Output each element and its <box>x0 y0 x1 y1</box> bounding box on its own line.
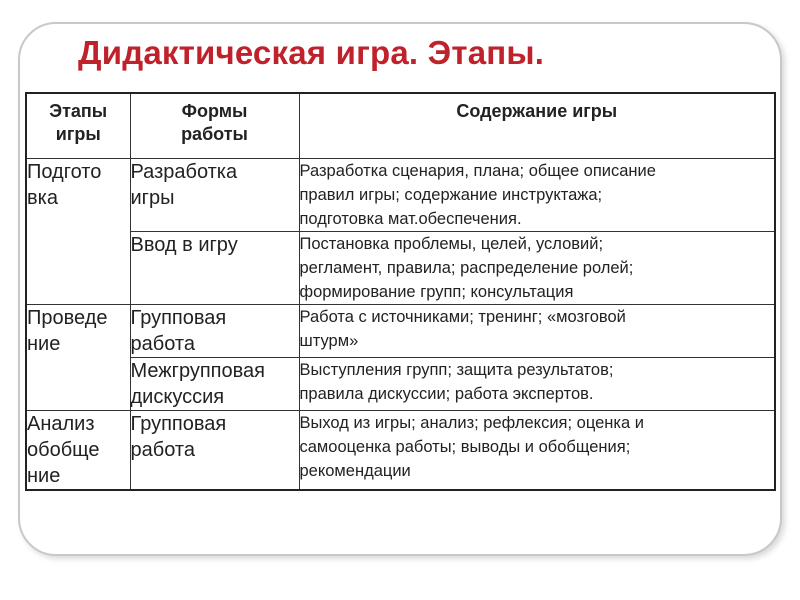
stage-cell-analysis <box>26 411 130 491</box>
content-line: Работа с источниками; тренинг; «мозговой <box>299 308 626 326</box>
content-cell <box>299 358 775 411</box>
form-cell <box>130 358 299 411</box>
header-forms-line: Формы <box>181 101 248 121</box>
header-stages-line: Этапы <box>49 101 108 121</box>
form-cell <box>130 305 299 358</box>
content-cell <box>299 411 775 491</box>
table-row <box>26 305 775 358</box>
stage-cell-preparation <box>26 159 130 305</box>
content-line: самооценка работы; выводы и обобщения; <box>299 438 631 456</box>
stage-line: ние <box>27 333 61 355</box>
form-cell <box>130 159 299 232</box>
header-forms-line: работы <box>181 124 248 144</box>
slide-title: Дидактическая игра. Этапы. <box>78 34 545 71</box>
header-stages <box>26 93 130 159</box>
header-content <box>299 93 775 159</box>
form-cell <box>130 232 299 305</box>
content-line: правила дискуссии; работа экспертов. <box>299 385 594 403</box>
stage-line: Проведе <box>27 307 108 329</box>
table-row <box>26 411 775 491</box>
content-line: Выступления групп; защита результатов; <box>299 361 614 379</box>
form-line: Ввод в игру <box>130 234 238 256</box>
content-line: Выход из игры; анализ; рефлексия; оценка и <box>299 414 644 432</box>
content-line: рекомендации <box>299 462 411 480</box>
table-row <box>26 159 775 232</box>
content-line: подготовка мат.обеспечения. <box>299 210 522 228</box>
content-line: штурм» <box>299 332 359 350</box>
form-line: работа <box>130 439 195 461</box>
form-line: игры <box>130 187 175 209</box>
stage-line: обобще <box>27 439 100 461</box>
header-content-line: Содержание игры <box>456 101 618 121</box>
header-stages-line: игры <box>55 124 101 144</box>
content-line: регламент, правила; распределение ролей; <box>299 259 634 277</box>
content-cell <box>299 305 775 358</box>
stage-line: ние <box>27 465 61 487</box>
content-cell <box>299 159 775 232</box>
content-line: правил игры; содержание инструктажа; <box>299 186 603 204</box>
table-header-row <box>26 93 775 159</box>
form-line: Групповая <box>130 413 227 435</box>
content-line: формирование групп; консультация <box>299 283 574 301</box>
form-line: Межгрупповая <box>130 360 265 382</box>
stages-table <box>25 92 776 491</box>
content-cell <box>299 232 775 305</box>
table-row <box>26 358 775 411</box>
stage-cell-conduct <box>26 305 130 411</box>
content-line: Разработка сценария, плана; общее описание <box>299 162 656 180</box>
form-line: Групповая <box>130 307 227 329</box>
form-cell <box>130 411 299 491</box>
stage-line: Подгото <box>27 161 102 183</box>
form-line: дискуссия <box>130 386 225 408</box>
table-row <box>26 232 775 305</box>
form-line: работа <box>130 333 195 355</box>
content-line: Постановка проблемы, целей, условий; <box>299 235 604 253</box>
form-line: Разработка <box>130 161 238 183</box>
header-forms <box>130 93 299 159</box>
stage-line: Анализ <box>27 413 95 435</box>
stage-line: вка <box>27 187 58 209</box>
